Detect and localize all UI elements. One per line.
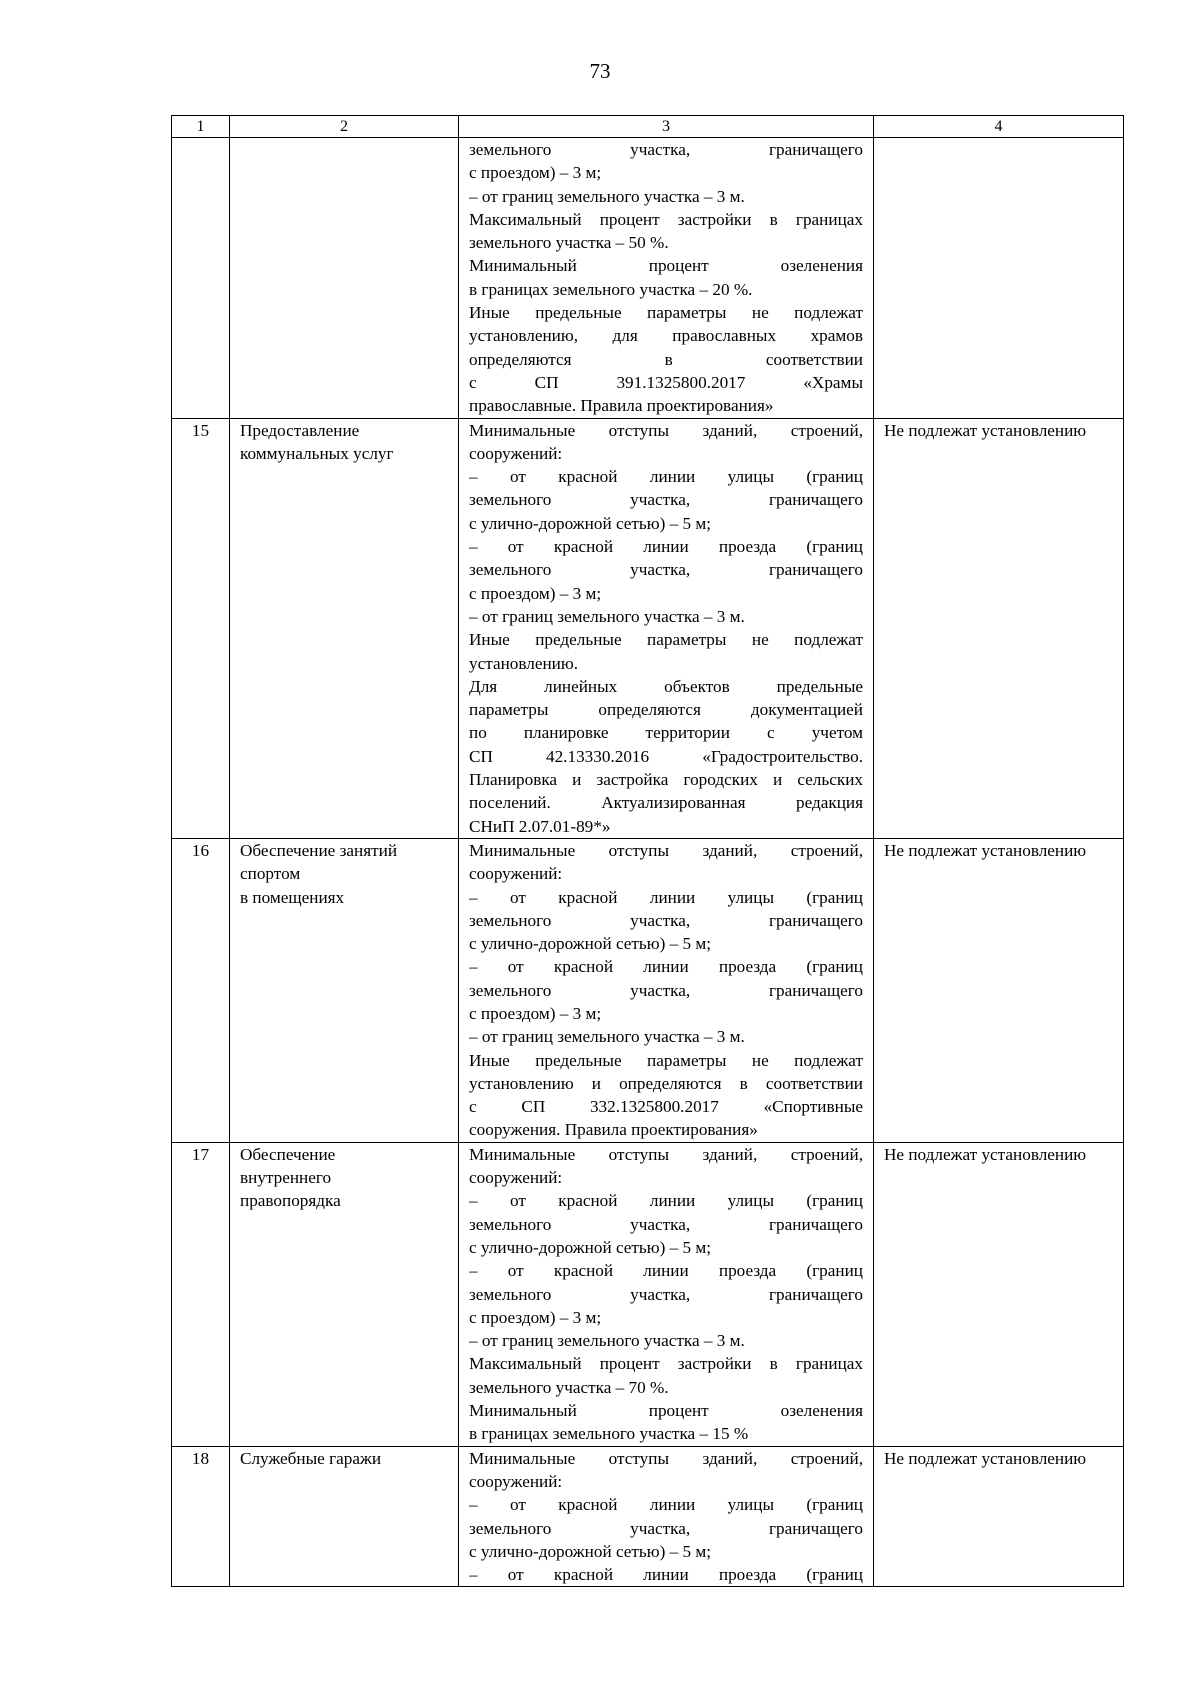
land-use-name-line: спортом	[240, 864, 301, 884]
limit-note-cell	[874, 138, 1124, 419]
land-use-name-line: в помещениях	[240, 887, 345, 907]
parameter-line: определяются в соответствии	[469, 349, 863, 369]
parameter-line: Минимальный процент озеленения	[469, 1401, 863, 1421]
land-use-name-line: Обеспечение	[240, 1144, 336, 1164]
column-number-1: 1	[172, 116, 230, 138]
parameter-line: сооружений:	[469, 1471, 563, 1491]
parameter-line: Минимальные отступы зданий, строений,	[469, 420, 863, 440]
parameter-line: установлению и определяются в соответствии	[469, 1073, 863, 1093]
parameter-line: – от границ земельного участка – 3 м.	[469, 186, 745, 206]
parameter-line: Иные предельные параметры не подлежат	[469, 1050, 863, 1070]
row-number-cell: 17	[172, 1142, 230, 1446]
parameters-cell	[459, 1142, 874, 1446]
parameter-line: Минимальный процент озеленения	[469, 256, 863, 276]
row-number-cell: 15	[172, 418, 230, 838]
parameters-cell	[459, 1446, 874, 1587]
parameter-line: сооружения. Правила проектирования»	[469, 1120, 758, 1140]
row-number-cell: 18	[172, 1446, 230, 1587]
parameter-line: Иные предельные параметры не подлежат	[469, 303, 863, 323]
land-use-name-cell	[230, 1142, 459, 1446]
parameter-line: – от красной линии улицы (границ	[469, 887, 863, 907]
land-use-name-cell	[230, 838, 459, 1142]
parameter-line: сооружений:	[469, 1168, 563, 1188]
table-row	[172, 138, 1124, 419]
parameter-line: с проездом) – 3 м;	[469, 1003, 602, 1023]
parameter-line: с проездом) – 3 м;	[469, 1307, 602, 1327]
table-row	[172, 838, 1124, 1142]
land-use-name-line: коммунальных услуг	[240, 443, 394, 463]
parameter-line: с улично-дорожной сетью) – 5 м;	[469, 1237, 712, 1257]
parameter-line: с улично-дорожной сетью) – 5 м;	[469, 934, 712, 954]
parameter-line: земельного участка, граничащего	[469, 1214, 863, 1234]
land-use-name-line: правопорядка	[240, 1191, 341, 1211]
parameter-line: в границах земельного участка – 15 %	[469, 1424, 749, 1444]
parameter-line: – от красной линии улицы (границ	[469, 1191, 863, 1211]
table-body	[172, 138, 1124, 1587]
limit-note-cell: Не подлежат установлению	[874, 418, 1124, 838]
parameter-line: с СП 391.1325800.2017 «Храмы	[469, 372, 863, 392]
land-use-name-line: Обеспечение занятий	[240, 840, 398, 860]
parameter-line: с улично-дорожной сетью) – 5 м;	[469, 513, 712, 533]
parameter-line: – от красной линии улицы (границ	[469, 1495, 863, 1515]
parameter-line: сооружений:	[469, 443, 563, 463]
table-row	[172, 1446, 1124, 1587]
parameter-line: Максимальный процент застройки в границах	[469, 209, 863, 229]
parameter-line: – от красной линии проезда (границ	[469, 1565, 863, 1585]
parameter-line: в границах земельного участка – 20 %.	[469, 279, 753, 299]
parameter-line: земельного участка, граничащего	[469, 490, 863, 510]
column-number-3: 3	[459, 116, 874, 138]
parameter-line: с СП 332.1325800.2017 «Спортивные	[469, 1097, 863, 1117]
parameter-line: – от границ земельного участка – 3 м.	[469, 606, 745, 626]
parameter-line: земельного участка, граничащего	[469, 560, 863, 580]
land-use-name-cell	[230, 1446, 459, 1587]
parameter-line: с улично-дорожной сетью) – 5 м;	[469, 1541, 712, 1561]
column-number-row	[172, 116, 1124, 138]
parameter-line: СП 42.13330.2016 «Градостроительство.	[469, 746, 863, 766]
parameter-line: Для линейных объектов предельные	[469, 676, 863, 696]
column-number-4: 4	[874, 116, 1124, 138]
table-row	[172, 418, 1124, 838]
parameter-line: Минимальные отступы зданий, строений,	[469, 1448, 863, 1468]
parameter-line: – от красной линии проезда (границ	[469, 957, 863, 977]
parameter-line: земельного участка, граничащего	[469, 1284, 863, 1304]
parameter-line: установлению.	[469, 653, 578, 673]
land-use-name-line: Служебные гаражи	[240, 1448, 382, 1468]
parameter-line: православные. Правила проектирования»	[469, 396, 774, 416]
parameter-line: параметры определяются документацией	[469, 700, 863, 720]
parameter-line: земельного участка – 70 %.	[469, 1377, 669, 1397]
parameter-line: Минимальные отступы зданий, строений,	[469, 840, 863, 860]
parameter-line: сооружений:	[469, 864, 563, 884]
parameter-line: установлению, для православных храмов	[469, 326, 863, 346]
parameters-cell	[459, 418, 874, 838]
parameter-line: Максимальный процент застройки в границах	[469, 1354, 863, 1374]
parameter-line: – от красной линии улицы (границ	[469, 467, 863, 487]
parameter-line: с проездом) – 3 м;	[469, 583, 602, 603]
limit-note-cell: Не подлежат установлению	[874, 1142, 1124, 1446]
parameter-line: Минимальные отступы зданий, строений,	[469, 1144, 863, 1164]
parameter-line: Планировка и застройка городских и сельских	[469, 770, 863, 790]
parameter-line: земельного участка, граничащего	[469, 1518, 863, 1538]
parameters-cell	[459, 838, 874, 1142]
parameter-line: поселений. Актуализированная редакция	[469, 793, 863, 813]
land-use-name-line: Предоставление	[240, 420, 360, 440]
land-use-name-cell	[230, 418, 459, 838]
parameter-line: по планировке территории с учетом	[469, 723, 863, 743]
land-use-name-line: внутреннего	[240, 1168, 332, 1188]
column-number-2: 2	[230, 116, 459, 138]
table-row	[172, 1142, 1124, 1446]
page-number: 73	[589, 59, 611, 83]
land-use-name-cell	[230, 138, 459, 419]
row-number-cell	[172, 138, 230, 419]
parameter-line: земельного участка, граничащего	[469, 910, 863, 930]
parameter-line: земельного участка, граничащего	[469, 980, 863, 1000]
parameter-line: – от красной линии проезда (границ	[469, 1261, 863, 1281]
parameter-line: Иные предельные параметры не подлежат	[469, 630, 863, 650]
parameter-line: – от границ земельного участка – 3 м.	[469, 1027, 745, 1047]
row-number-cell: 16	[172, 838, 230, 1142]
parameter-line: земельного участка – 50 %.	[469, 233, 669, 253]
parameter-line: – от границ земельного участка – 3 м.	[469, 1331, 745, 1351]
limit-note-cell: Не подлежат установлению	[874, 1446, 1124, 1587]
parameter-line: СНиП 2.07.01-89*»	[469, 816, 611, 836]
regulations-table	[171, 115, 1124, 1587]
parameters-cell	[459, 138, 874, 419]
parameter-line: земельного участка, граничащего	[469, 140, 863, 159]
parameter-line: – от красной линии проезда (границ	[469, 537, 863, 557]
parameter-line: с проездом) – 3 м;	[469, 163, 602, 183]
limit-note-cell: Не подлежат установлению	[874, 838, 1124, 1142]
